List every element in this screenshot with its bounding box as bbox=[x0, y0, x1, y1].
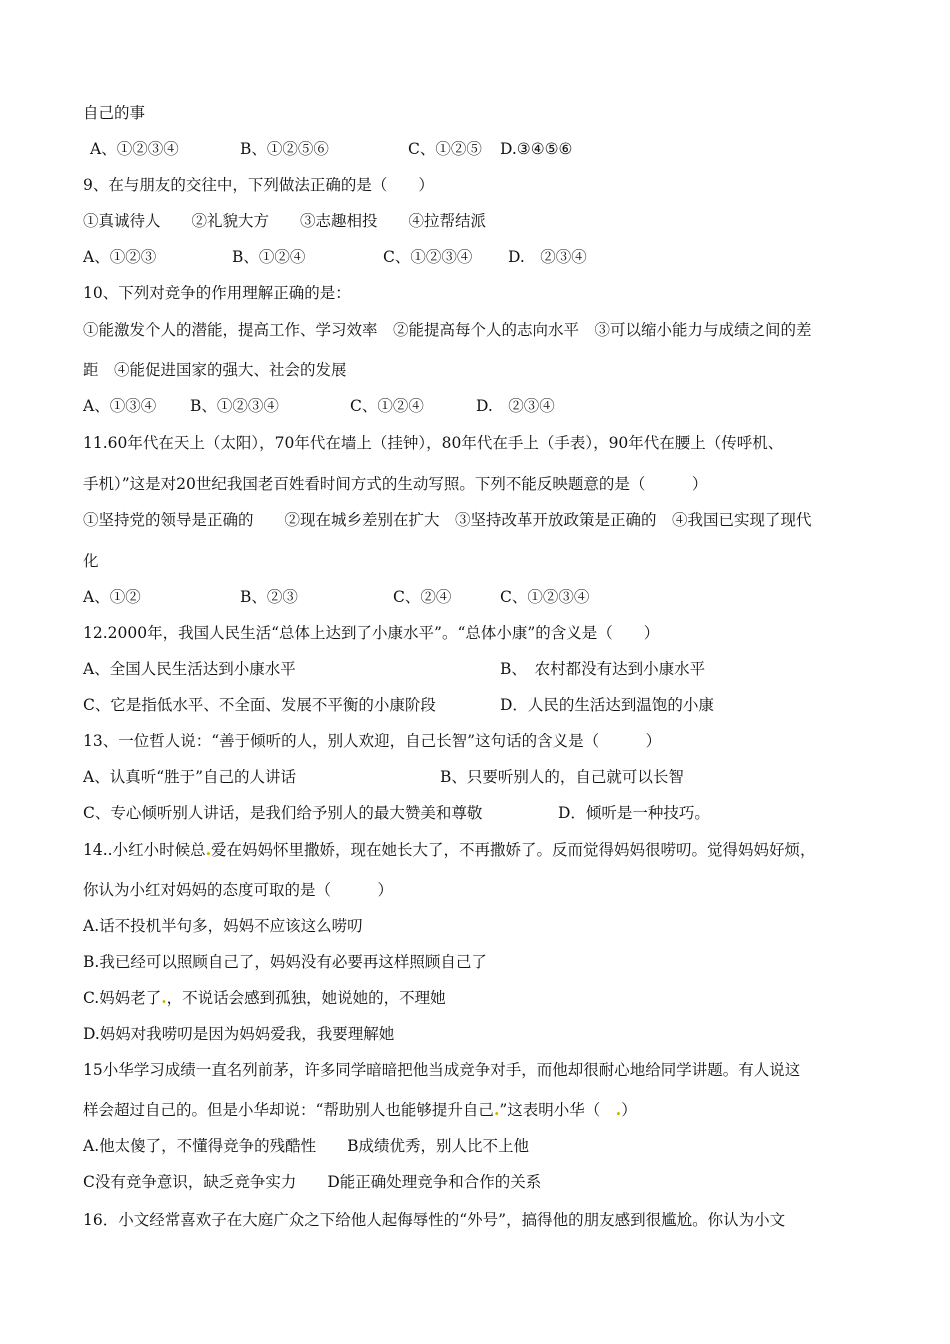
q9-option-d: D. ②③④ bbox=[508, 248, 587, 266]
q15-text-start: 样会超过自己的。但是小华却说：“帮助别人也能够提升自己 bbox=[83, 1101, 494, 1119]
q11-items-line-2: 化 bbox=[83, 552, 99, 570]
q8-option-c: C、①②⑤ bbox=[408, 140, 482, 158]
q10-option-a: A、①③④ bbox=[83, 397, 157, 415]
q11-items-line-1: ①坚持党的领导是正确的 ②现在城乡差别在扩大 ③坚持改革开放政策是正确的 ④我国已实现了现代 bbox=[83, 511, 812, 529]
question-12: 12.2000年，我国人民生活“总体上达到了小康水平”。“总体小康”的含义是（ ） bbox=[83, 624, 660, 642]
q12-option-c: C、它是指低水平、不全面、发展不平衡的小康阶段 bbox=[83, 696, 436, 714]
q8-option-b: B、①②⑤⑥ bbox=[240, 140, 329, 158]
q14-text-start: 14..小红小时候总 bbox=[83, 841, 206, 859]
question-14-line-2: 你认为小红对妈妈的态度可取的是（ ） bbox=[83, 881, 394, 899]
q13-option-a: A、认真听“胜于”自己的人讲话 bbox=[83, 768, 297, 786]
q10-items-line-2: 距 ④能促进国家的强大、社会的发展 bbox=[83, 361, 347, 379]
q12-option-a: A、全国人民生活达到小康水平 bbox=[83, 660, 296, 678]
q15-text-mid: ”这表明小华（ bbox=[499, 1101, 616, 1119]
highlight-mark: . bbox=[615, 1100, 622, 1119]
q14-c-start: C.妈妈老了 bbox=[83, 989, 162, 1007]
q9-option-c: C、①②③④ bbox=[383, 248, 473, 266]
q15-options-ab: A.他太傻了，不懂得竞争的残酷性 B成绩优秀，别人比不上他 bbox=[83, 1137, 530, 1155]
q9-items: ①真诚待人 ②礼貌大方 ③志趣相投 ④拉帮结派 bbox=[83, 212, 487, 230]
q9-option-b: B、①②④ bbox=[232, 248, 306, 266]
q8-option-a: A、①②③④ bbox=[90, 140, 179, 158]
question-16: 16．小文经常喜欢子在大庭广众之下给他人起侮辱性的“外号”，搞得他的朋友感到很尴尬。你认为小文 bbox=[83, 1211, 786, 1229]
q11-option-d: C、①②③④ bbox=[500, 588, 590, 606]
highlight-mark: . bbox=[161, 988, 167, 1007]
question-15-line-2 bbox=[83, 1100, 637, 1120]
highlight-mark: . bbox=[493, 1100, 500, 1119]
question-9: 9、在与朋友的交往中，下列做法正确的是（ ） bbox=[83, 176, 434, 194]
q11-option-c: C、②④ bbox=[393, 588, 452, 606]
q15-text-end: ） bbox=[621, 1101, 637, 1119]
question-11-line-1: 11.60年代在天上（太阳），70年代在墙上（挂钟），80年代在手上（手表），90年代在腰上（传呼机、 bbox=[83, 434, 784, 452]
question-13: 13、一位哲人说：“善于倾听的人，别人欢迎，自己长智”这句话的含义是（ ） bbox=[83, 732, 662, 750]
q10-items-line-1: ①能激发个人的潜能，提高工作、学习效率 ②能提高每个人的志向水平 ③可以缩小能力与成绩之间的差 bbox=[83, 321, 812, 339]
text-line: 自己的事 bbox=[83, 104, 146, 122]
q10-option-d: D. ②③④ bbox=[476, 397, 555, 415]
q11-option-a: A、①② bbox=[83, 588, 141, 606]
q10-option-b: B、①②③④ bbox=[190, 397, 279, 415]
question-14-line-1 bbox=[83, 840, 816, 860]
q14-option-b: B.我已经可以照顾自己了，妈妈没有必要再这样照顾自己了 bbox=[83, 953, 487, 971]
q11-option-b: B、②③ bbox=[240, 588, 298, 606]
q12-option-b: B、 农村都没有达到小康水平 bbox=[500, 660, 706, 678]
question-11-line-2: 手机）”这是对20世纪我国老百姓看时间方式的生动写照。下列不能反映题意的是（ ） bbox=[83, 475, 708, 493]
q14-text-end: 爱在妈妈怀里撒娇，现在她长大了，不再撒娇了。反而觉得妈妈很唠叨。觉得妈妈好烦， bbox=[210, 841, 816, 859]
q14-option-d: D.妈妈对我唠叨是因为妈妈爱我，我要理解她 bbox=[83, 1025, 395, 1043]
question-15-line-1: 15小华学习成绩一直名列前茅，许多同学暗暗把他当成竞争对手，而他却很耐心地给同学讲题。有人说这 bbox=[83, 1061, 801, 1079]
q13-option-d: D．倾听是一种技巧。 bbox=[558, 804, 710, 822]
q12-option-d: D．人民的生活达到温饱的小康 bbox=[500, 696, 714, 714]
q14-option-c bbox=[83, 988, 446, 1008]
q15-options-cd: C没有竞争意识，缺乏竞争实力 D能正确处理竞争和合作的关系 bbox=[83, 1173, 542, 1191]
q14-option-a: A.话不投机半句多，妈妈不应该这么唠叨 bbox=[83, 917, 363, 935]
q13-option-c: C、专心倾听别人讲话，是我们给予别人的最大赞美和尊敬 bbox=[83, 804, 483, 822]
highlight-mark: . bbox=[205, 840, 211, 859]
q13-option-b: B、只要听别人的，自己就可以长智 bbox=[440, 768, 684, 786]
q8-option-d: D.③④⑤⑥ bbox=[500, 140, 573, 158]
q10-option-c: C、①②④ bbox=[350, 397, 424, 415]
q14-c-end: ，不说话会感到孤独，她说她的，不理她 bbox=[166, 989, 446, 1007]
q9-option-a: A、①②③ bbox=[83, 248, 157, 266]
question-10: 10、下列对竞争的作用理解正确的是： bbox=[83, 284, 351, 302]
